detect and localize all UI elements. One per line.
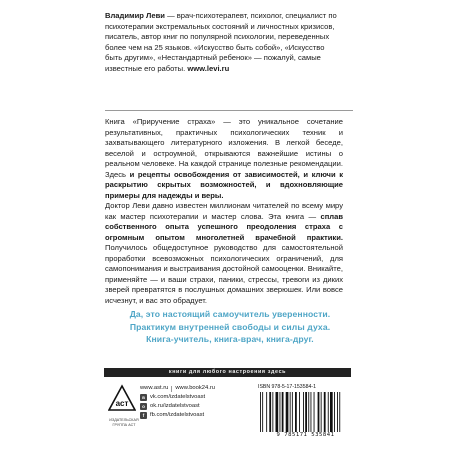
vk-icon: в — [140, 394, 147, 401]
barcode-number: 9 785171 535841 — [276, 432, 335, 438]
author-name: Владимир Леви — [105, 11, 165, 20]
tagline-line-2: Практикум внутренней свободы и силы духа. — [129, 321, 331, 332]
barcode-bar — [266, 392, 267, 432]
fb-link[interactable]: fb.com/izdatelstvoast — [150, 412, 205, 418]
barcode-bar — [286, 392, 289, 432]
description-p2-bold: сплав собственного опыта успешного преодоления страха с огромным опытом многолетней врачебной практики. — [105, 211, 343, 242]
barcode-bar — [328, 392, 329, 432]
description-p1-bold: и рецепты освобождения от зависимостей, и ключи к раскрытию скрытых возможностей, и вдохновляющие примеры для надежды и веры. — [105, 169, 344, 200]
book-description — [105, 117, 343, 306]
description-paragraph-2 — [105, 201, 343, 306]
barcode-bar — [337, 392, 338, 432]
tagline — [105, 308, 355, 346]
barcode-bar — [303, 392, 304, 432]
author-bio — [105, 11, 343, 75]
barcode-bar — [262, 392, 263, 432]
facebook-icon: f — [140, 412, 147, 419]
barcode-bar — [299, 392, 300, 432]
barcode-bar — [324, 392, 326, 432]
barcode-bar — [282, 392, 284, 432]
website-ast[interactable]: www.ast.ru — [140, 385, 169, 391]
barcode-bar — [280, 392, 281, 432]
logo-text: аст — [115, 399, 129, 408]
description-p2-text-b: Получилось общедоступное руководство для самостоятельной проработки всевозможных психологических ограничений, для самопонимания и выстраивания достойной самооценки. Вникайте, применяйте — и ваши страхи, паники, стрессы, тревоги из диких зверей превратятся в послушных домашних зверюшек. Или вовсе исчезнут, и вас это обрадует. — [105, 243, 343, 305]
barcode-bar — [295, 392, 297, 432]
author-website[interactable]: www.levi.ru — [187, 63, 230, 73]
tagline-line-3: Книга-учитель, книга-врач, книга-друг. — [146, 334, 314, 344]
barcode-bar — [330, 392, 333, 432]
barcode-bar — [292, 392, 293, 432]
author-bio-text: — врач-психотерапевт, психолог, специалист по психотерапии экстремальных состояний и личностных кризисов, писатель, автор книг по популярной психологии, переведенных более чем на 25 языков. «Искусство быть собой», «Искусство быть другим», «Нестандартный ребенок» — пожалуй, самые известные его работы. — [105, 11, 337, 73]
barcode-bar — [305, 392, 307, 432]
barcode-bar — [308, 392, 309, 432]
website-book24[interactable]: www.book24.ru — [175, 385, 215, 391]
website-row — [140, 384, 240, 393]
isbn-text: ISBN 978-5-17-153584-1 — [258, 384, 316, 390]
barcode-bar — [276, 392, 279, 432]
barcode-icon — [258, 392, 353, 432]
publisher-caption: ИЗДАТЕЛЬСКАЯ ГРУППА АСТ — [109, 418, 139, 427]
barcode-bar — [339, 392, 340, 432]
fb-row[interactable] — [140, 411, 240, 420]
link-separator — [171, 386, 172, 392]
barcode-bar — [272, 392, 273, 432]
vk-row[interactable] — [140, 393, 240, 402]
barcode-bar — [311, 392, 312, 432]
tagline-line-1: Да, это настоящий самоучитель уверенности. — [129, 309, 331, 319]
ok-link[interactable]: ok.ru/izdatelstvoast — [150, 403, 200, 409]
ok-icon: о — [140, 403, 147, 410]
barcode-bar — [314, 392, 315, 432]
description-p2-text-a: Доктор Леви давно известен миллионам читателей по всему миру как мастер психотерапии и мастер слова. Эта книга — — [105, 201, 343, 221]
barcode-bar — [318, 392, 320, 432]
description-p1-text: Книга «Приручение страха» — это уникальное сочетание результативных, практичных психологических техник и захватывающего литературного изложения. В легкой беседе, веселой и остроумной, открываются важнейшие истины о реальном человеке. На каждой странице полезные рекомендации. Здесь — [105, 117, 343, 179]
vk-link[interactable]: vk.com/izdatelstvoast — [150, 394, 206, 400]
publisher-links — [140, 384, 240, 420]
barcode-bar — [321, 392, 322, 432]
description-paragraph-1 — [105, 117, 343, 201]
publisher-banner: книги для любого настроения здесь — [104, 368, 351, 377]
barcode-bar — [260, 392, 261, 432]
ok-row[interactable] — [140, 402, 240, 411]
barcode-bar — [290, 392, 291, 432]
ast-logo-icon — [108, 384, 136, 412]
section-divider — [105, 110, 353, 111]
barcode-bar — [334, 392, 335, 432]
barcode-block — [258, 384, 353, 440]
barcode-bar — [269, 392, 271, 432]
